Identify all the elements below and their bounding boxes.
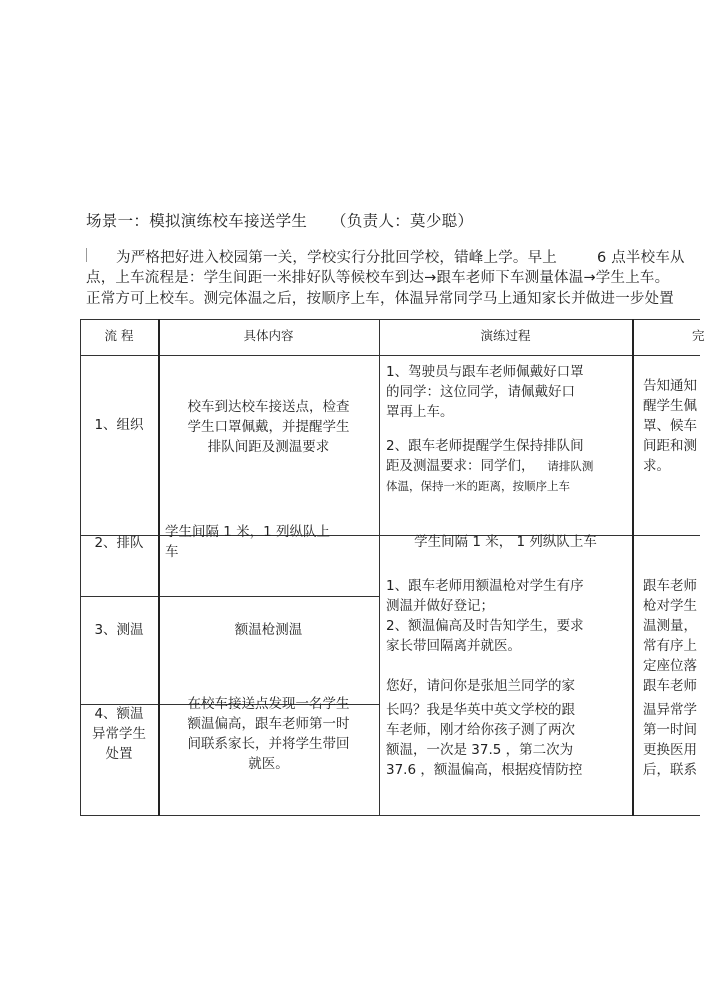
row3-col4-line: 定座位落 [643,658,697,674]
row3-col4-line: 跟车老师 [643,578,697,594]
row3-process-line: 1、跟车老师用额温枪对学生有序 [386,578,584,594]
row1-process-line [386,456,632,476]
row1-content-line: 学生口罩佩戴，并提醒学生 [187,419,350,435]
header-content: 具体内容 [243,328,294,343]
table-border-top [80,319,700,320]
row3-content: 额温枪测温 [234,622,303,638]
row1-col4-line: 求。 [643,458,670,474]
page-title: 场景一：模拟演练校车接送学生 （负责人：莫少聪） [86,212,474,230]
row2-content-line: 学生间隔 1 米，1 列纵队上 [165,524,331,540]
intro-line-2: 点，上车流程是：学生间距一米排好队等候校车到达→跟车老师下车测量体温→学生上车。 [86,270,670,286]
row4-process-line: 额温，一次是 37.5 ，第二次为 [386,742,574,758]
row1-process-line: 1、驾驶员与跟车老师佩戴好口罩 [386,364,584,380]
row-divider-2 [80,596,380,597]
row1-process [386,362,632,496]
row4-process-line: 车老师，刚才给你孩子测了两次 [386,722,575,738]
row3-col4-line: 常有序上 [643,638,697,654]
row3-process-line: 家长带回隔离并就医。 [386,638,521,654]
table-header-divider [80,355,700,356]
row2-content [165,522,379,562]
row3-process-line: 您好，请问你是张旭兰同学的家 [386,678,575,694]
row3-process-line: 测温并做好登记； [386,598,494,614]
row2-process: 学生间隔 1 米， 1 列纵队上车 [414,534,597,550]
row1-flow: 1、组织 [94,417,144,433]
header-col4: 完 [692,328,705,343]
row1-col4 [643,376,700,476]
row1-process-line: 的同学：这位同学，请佩戴好口 [386,384,575,400]
row1-col4-line: 罩、候车 [643,418,697,434]
intro-line-1-b: 6 点半校车从 [597,250,685,266]
row3-col4-line: 跟车老师 [643,678,697,694]
row4-flow [80,704,158,764]
row3-col4-line: 温测量， [643,618,697,634]
row3-flow: 3、测温 [94,622,144,638]
row4-process [386,700,632,780]
row1-col4-line: 间距和测 [643,438,697,454]
row4-flow-line: 异常学生 [92,726,146,742]
row4-col4-line: 第一时间 [643,722,697,738]
row1-col4-line: 醒学生佩 [643,398,697,414]
row1-process-line: 罩再上车。 [386,404,454,420]
row1-content-line: 校车到达校车接送点，检查 [187,399,350,415]
row2-content-line: 车 [165,544,179,560]
row4-flow-line: 4、额温 [94,706,144,722]
header-process: 演练过程 [480,328,531,343]
row4-col4-line: 后，联系 [643,762,697,778]
table-border-bottom [80,815,700,816]
row4-flow-line: 处置 [105,746,133,762]
row3-col4-line: 枪对学生 [643,598,697,614]
row1-content [158,397,379,457]
row1-process-text: 距及测温要求：同学们， [386,458,535,474]
row4-col4-line: 温异常学 [643,702,697,718]
row1-col4-line: 告知通知 [643,378,697,394]
row4-content-line: 额温偏高，跟车老师第一时 [187,716,350,732]
row4-content-line: 就医。 [248,756,289,772]
row1-content-line: 排队间距及测温要求 [207,439,330,455]
row1-process-text-small: 请排队测 [547,459,594,473]
row1-process-line: 2、跟车老师提醒学生保持排队间 [386,438,584,454]
col-divider-3 [632,319,634,816]
row3-process-line: 2、额温偏高及时告知学生，要求 [386,618,584,634]
row3-process [386,576,632,696]
row4-process-line: 长吗？我是华英中英文学校的跟 [386,702,575,718]
intro-line-3: 正常方可上校车。测完体温之后，按顺序上车，体温异常同学马上通知家长并做进一步处置 [86,291,674,307]
header-flow: 流 程 [104,328,134,343]
row3-col4 [643,576,700,696]
row2-flow: 2、排队 [94,535,144,551]
row4-process-line: 37.6 ，额温偏高，根据疫情防控 [386,762,583,778]
row4-col4 [643,700,700,780]
row4-col4-line: 更换医用 [643,742,697,758]
row4-content-line: 间联系家长，并将学生带回 [187,736,350,752]
row4-content-line: 在校车接送点发现一名学生 [187,696,350,712]
col-divider-2 [379,319,380,816]
row1-process-line: 体温，保持一米的距离，按顺序上车 [386,479,570,493]
row4-content [158,694,379,774]
intro-line-1-a: 为严格把好进入校园第一关，学校实行分批回学校，错峰上学。早上 [116,250,557,266]
